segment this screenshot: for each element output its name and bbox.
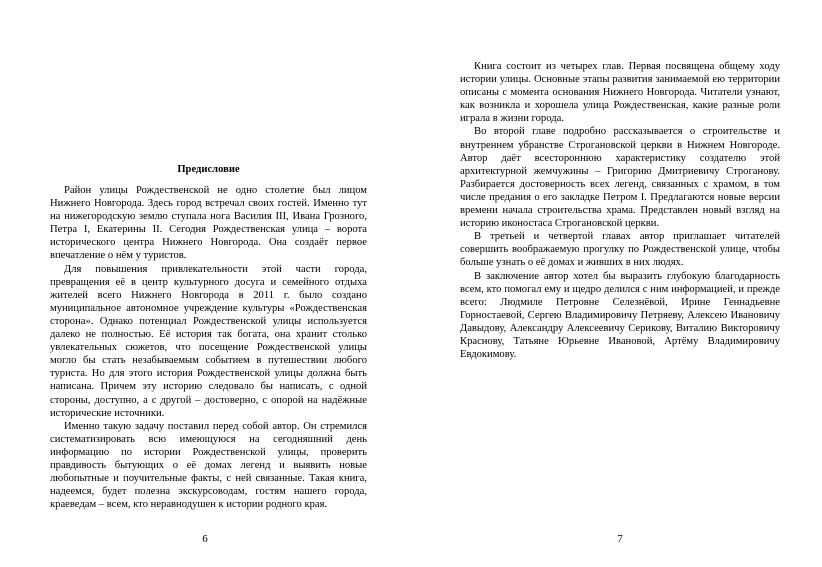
right-page-text — [460, 60, 780, 361]
paragraph: Книга состоит из четырех глав. Первая посвящена общему ходу истории улицы. Основные этапы развития занимаемой ею территории описаны с момента основания Нижнего Новгорода. Читатели узнают, как возникла и хорошела улица Рождественская, какие разные роли играла в жизни города. — [460, 61, 780, 125]
paragraph: В третьей и четвертой главах автор приглашает читателей совершить воображаемую прогулку по Рождественской улице, чтобы больше узнать о её домах и живших в них людях. — [460, 231, 780, 269]
page-number: 6 — [202, 533, 208, 545]
paragraph: Для повышения привлекательности этой части города, превращения её в центр культурного досуга и семейного отдыха жителей всего Нижнего Новгорода в 2011 г. было создано муниципальное автономное учреждение культуры «Рождественская сторона». Однако потенциал Рождественской улицы используется далеко не полностью. Её история так богата, она хранит столько увлекательных сюжетов, что посещение Рождественской улицы могло бы стать незабываемым событием в путешествии любого туриста. Но для этого история Рождественской улицы должна быть написана. Причем эту историю следовало бы написать, с одной стороны, доступно, а с другой – достоверно, с опорой на надёжные исторические источники. — [50, 263, 367, 419]
paragraph: Район улицы Рождественской не одно столетие был лицом Нижнего Новгорода. Здесь город встречал своих гостей. Именно тут на нижегородскую землю ступала нога Василия III, Ивана Грозного, Петра I, Екатерины II. Сегодня Рождественская улица – ворота исторического центра Нижнего Новгорода. Она создаёт первое впечатление о нём у туристов. — [50, 185, 367, 262]
page-number: 7 — [617, 533, 623, 545]
left-page-text — [50, 184, 367, 511]
right-page — [411, 0, 822, 567]
paragraph: Во второй главе подробно рассказывается о строительстве и внутреннем убранстве Строгановской церкви в Нижнем Новгороде. Автор даёт всестороннюю характеристику создателю этой архитектурной жемчужины – Григорию Дмитриевичу Строганову. Разбирается достоверность всех легенд, связанных с храмом, в том числе предания о его закладке Петром I. Предлагаются новые версии времени начала строительства храма. Представлен новый взгляд на историю иконостаса Строгановской церкви. — [460, 126, 780, 230]
paragraph: В заключение автор хотел бы выразить глубокую благодарность всем, кто помогал ему и щедро делился с ним информацией, и прежде всего: Людмиле Петровне Селезнёвой, Ирине Геннадьевне Горностаевой, Сергею Владимировичу Петряеву, Алексею Ивановичу Давыдову, Александру Алексеевичу Серикову, Виталию Викторовичу Краснову, Татьяне Юрьевне Ивановой, Артёму Владимировичу Евдокимову. — [460, 270, 780, 361]
page-heading: Предисловие — [177, 164, 240, 175]
paragraph: Именно такую задачу поставил перед собой автор. Он стремился систематизировать всю имеющуюся на сегодняшний день информацию по истории Рождественской улицы, проверить правдивость бытующих о её домах легенд и выявить новые любопытные и поучительные факты, с ней связанные. Такая книга, надеемся, будет полезна экскурсоводам, гостям нашего города, краеведам – всем, кто неравнодушен к истории родного края. — [50, 420, 367, 511]
